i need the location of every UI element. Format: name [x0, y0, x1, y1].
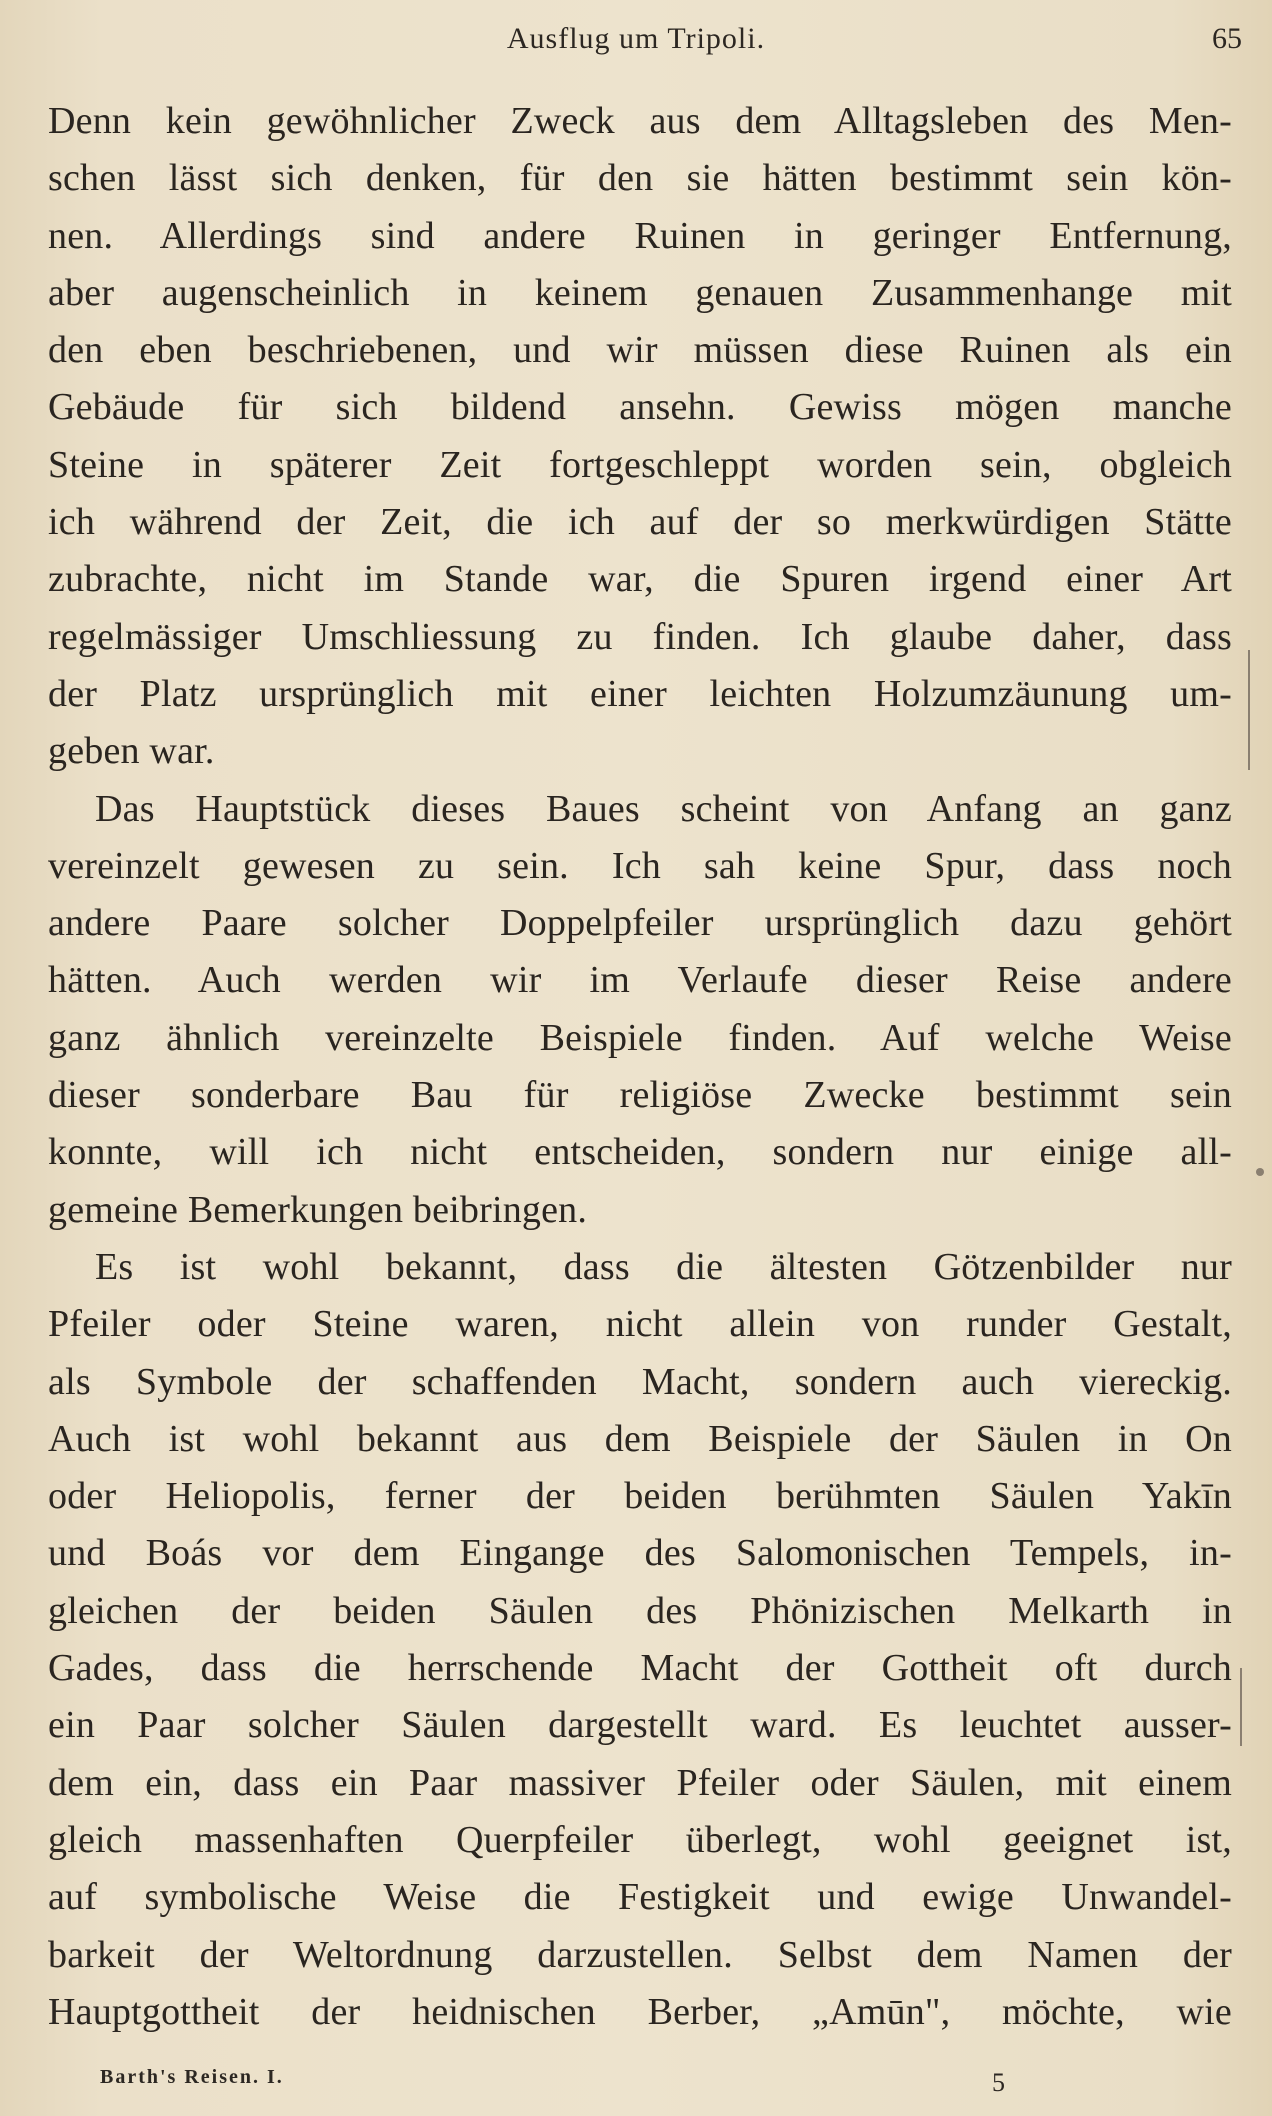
text-line: regelmässiger Umschliessung zu finden. Ich glaube daher, dass [48, 615, 1232, 658]
text-line: Es ist wohl bekannt, dass die ältesten Götzenbilder nur [95, 1245, 1232, 1288]
text-line: ich während der Zeit, die ich auf der so merkwürdigen Stätte [48, 501, 1232, 544]
text-line: Pfeiler oder Steine waren, nicht allein von runder Gestalt, [48, 1303, 1232, 1346]
text-line: hätten. Auch werden wir im Verlaufe dieser Reise andere [48, 959, 1232, 1002]
text-line: Steine in späterer Zeit fortgeschleppt worden sein, obgleich [48, 443, 1232, 486]
text-line: andere Paare solcher Doppelpfeiler ursprünglich dazu gehört [48, 902, 1232, 945]
text-line: als Symbole der schaffenden Macht, sondern auch viereckig. [48, 1360, 1232, 1403]
margin-pencil-mark [1248, 650, 1250, 770]
text-line: ganz ähnlich vereinzelte Beispiele finden. Auf welche Weise [48, 1016, 1232, 1059]
text-line: konnte, will ich nicht entscheiden, sondern nur einige all- [48, 1131, 1232, 1174]
text-line: gleichen der beiden Säulen des Phönizischen Melkarth in [48, 1589, 1232, 1632]
text-line: oder Heliopolis, ferner der beiden berühmten Säulen Yakīn [48, 1475, 1232, 1518]
page-number: 65 [1212, 22, 1242, 55]
text-line: den eben beschriebenen, und wir müssen diese Ruinen als ein [48, 329, 1232, 372]
text-line: vereinzelt gewesen zu sein. Ich sah keine Spur, dass noch [48, 844, 1232, 887]
text-line: Gades, dass die herrschende Macht der Gottheit oft durch [48, 1647, 1232, 1690]
running-title: Ausflug um Tripoli. [506, 22, 766, 55]
text-line: geben war. [48, 730, 215, 773]
text-line: Auch ist wohl bekannt aus dem Beispiele der Säulen in On [48, 1417, 1232, 1460]
text-line: ein Paar solcher Säulen dargestellt ward. Es leuchtet ausser- [48, 1704, 1232, 1747]
text-line: aber augenscheinlich in keinem genauen Zusammenhange mit [48, 271, 1232, 314]
text-line: dem ein, dass ein Paar massiver Pfeiler oder Säulen, mit einem [48, 1761, 1232, 1804]
text-line: dieser sonderbare Bau für religiöse Zwecke bestimmt sein [48, 1074, 1232, 1117]
text-line: und Boás vor dem Eingange des Salomonischen Tempels, in- [48, 1532, 1232, 1575]
printer-signature: Barth's Reisen. I. [100, 2066, 284, 2088]
margin-pencil-mark [1240, 1668, 1242, 1746]
page-footer [0, 2066, 1272, 2098]
text-line: gleich massenhaften Querpfeiler überlegt, wohl geeignet ist, [48, 1818, 1232, 1861]
sheet-number: 5 [992, 2068, 1005, 2097]
text-line: gemeine Bemerkungen beibringen. [48, 1188, 588, 1231]
text-line: barkeit der Weltordnung darzustellen. Selbst dem Namen der [48, 1933, 1232, 1976]
text-line: zubrachte, nicht im Stande war, die Spuren irgend einer Art [48, 558, 1232, 601]
body-text [48, 93, 1232, 2041]
text-line: Das Hauptstück dieses Baues scheint von Anfang an ganz [95, 787, 1232, 830]
text-line: nen. Allerdings sind andere Ruinen in geringer Entfernung, [48, 214, 1232, 257]
text-line: Hauptgottheit der heidnischen Berber, „Amūn", möchte, wie [48, 1990, 1232, 2033]
text-line: schen lässt sich denken, für den sie hätten bestimmt sein kön- [48, 157, 1232, 200]
text-line: Denn kein gewöhnlicher Zweck aus dem Alltagsleben des Men- [48, 100, 1232, 142]
page-header [0, 22, 1272, 62]
text-line: der Platz ursprünglich mit einer leichten Holzumzäunung um- [48, 672, 1232, 715]
margin-dot [1256, 1168, 1264, 1176]
text-line: Gebäude für sich bildend ansehn. Gewiss mögen manche [48, 386, 1232, 429]
text-line: auf symbolische Weise die Festigkeit und ewige Unwandel- [48, 1876, 1232, 1919]
